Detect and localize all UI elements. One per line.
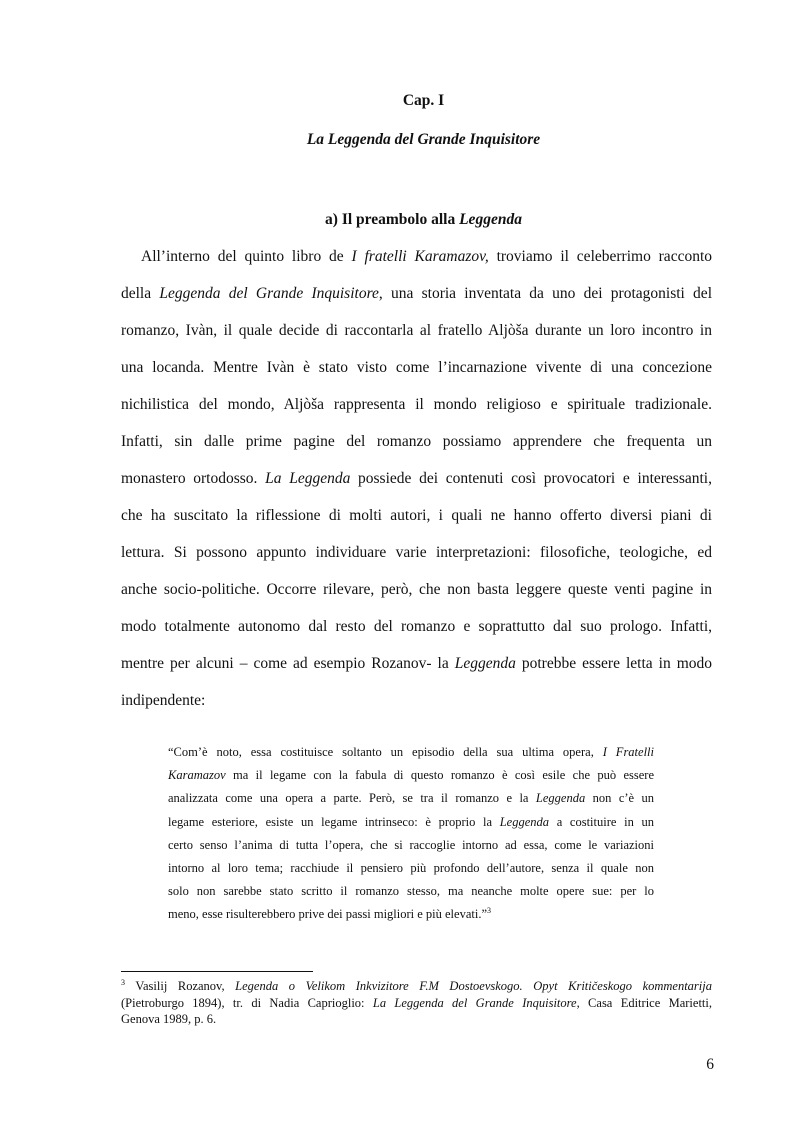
text-run: che ha suscitato la riflessione di molti autori, i quali ne hanno offerto diversi piani di [121, 507, 712, 524]
quote-line [168, 765, 654, 788]
text-run: a costituire in un [549, 814, 654, 829]
text-run: potrebbe essere letta in modo [515, 655, 712, 672]
footnote-line [121, 1011, 712, 1028]
paragraph-line [121, 612, 712, 649]
text-run: Infatti, sin dalle prime pagine del romanzo possiamo apprendere che frequenta un [121, 433, 712, 450]
text-run: romanzo, Ivàn, il quale decide di raccontarla al fratello Aljòša durante un loro incontro in [121, 322, 712, 339]
paragraph-line [121, 649, 712, 686]
italic-text: La Leggenda del Grande Inquisitore, [372, 995, 580, 1010]
section-heading-italic: Leggenda [459, 211, 522, 228]
footnote-line [121, 978, 712, 995]
quote-line [168, 742, 654, 765]
quote-line [168, 835, 654, 858]
text-run: analizzata come una opera a parte. Però, se tra il romanzo e la [168, 791, 536, 806]
paragraph-line [121, 427, 712, 464]
paragraph-line [121, 279, 712, 316]
text-run: Vasilij Rozanov, [125, 979, 236, 993]
body-paragraph [121, 242, 712, 723]
paragraph-line [121, 316, 712, 353]
italic-text: Leggenda [454, 655, 516, 672]
text-run: indipendente: [121, 692, 206, 709]
italic-text: La Leggenda [265, 470, 351, 487]
text-run: All’interno del quinto libro de [141, 248, 352, 265]
text-run: , una storia inventata da uno dei protagonisti del [378, 285, 712, 302]
text-run: mentre per alcuni – come ad esempio Rozanov- la [121, 655, 455, 672]
footnote-reference: 3 [487, 906, 492, 916]
text-run: ma il legame con la fabula di questo romanzo è così esile che può essere [225, 768, 654, 783]
quote-line [168, 904, 654, 927]
text-run: non c’è un [585, 791, 655, 806]
paragraph-line [121, 501, 712, 538]
text-run: (Pietroburgo 1894), tr. di Nadia Caprioglio: [121, 995, 373, 1010]
text-run: Casa Editrice Marietti, [579, 995, 712, 1010]
paragraph-line [121, 242, 712, 279]
quote-line [168, 881, 654, 904]
text-run: anche socio-politiche. Occorre rilevare, però, che non basta leggere queste venti pagine in [121, 581, 712, 598]
italic-text: Leggenda del Grande Inquisitore [159, 285, 379, 302]
footnote-separator [121, 971, 313, 972]
paragraph-line [121, 390, 712, 427]
quote-line [168, 858, 654, 881]
page-number: 6 [706, 1056, 714, 1073]
text-run: troviamo il celeberrimo racconto [488, 248, 713, 265]
text-run: certo senso l’anima di tutta l’opera, che si raccoglie intorno ad essa, come le variazioni [168, 837, 654, 852]
chapter-label: Cap. I [402, 92, 445, 109]
italic-text: Leggenda [499, 814, 550, 829]
italic-text: I Fratelli [602, 745, 654, 759]
text-run: intorno al loro tema; racchiude il pensiero più profondo dell’autore, senza il quale non [168, 860, 654, 875]
text-run: modo totalmente autonomo dal resto del romanzo e soprattutto dal suo prologo. Infatti, [121, 618, 712, 635]
chapter-title: La Leggenda del Grande Inquisitore [306, 131, 541, 148]
quote-line [168, 812, 654, 835]
italic-text: Leggenda [535, 791, 586, 806]
footnote-line [121, 995, 712, 1012]
text-run: possiede dei contenuti così provocatori e interessanti, [350, 470, 712, 487]
italic-text: Legenda o Velikom Inkvizitore F.M Dostoevskogo. Opyt Kritičeskogo kommentarija [235, 979, 712, 993]
text-run: solo non sarebbe stato scritto il romanzo stesso, ma neanche molte opere sue: per lo [168, 884, 654, 899]
text-run: nichilistica del mondo, Aljòša rappresenta il mondo religioso e spirituale tradizionale. [121, 396, 712, 413]
text-run: meno, esse risulterebbero prive dei passi migliori e più elevati.” [168, 907, 488, 922]
paragraph-line [121, 538, 712, 575]
paragraph-line [121, 575, 712, 612]
footnote [121, 978, 712, 1028]
block-quote [168, 742, 654, 928]
text-run: legame esteriore, esiste un legame intrinseco: è proprio la [168, 814, 500, 829]
paragraph-line [121, 464, 712, 501]
text-run: monastero ortodosso. [121, 470, 266, 487]
italic-text: I fratelli Karamazov, [351, 248, 489, 265]
paragraph-line [121, 353, 712, 390]
text-run: una locanda. Mentre Ivàn è stato visto come l’incarnazione vivente di una concezione [121, 359, 712, 376]
footnote-marker: 3 [121, 977, 125, 987]
text-run: lettura. Si possono appunto individuare varie interpretazioni: filosofiche, teologiche, ed [121, 544, 712, 561]
text-run: “Com’è noto, essa costituisce soltanto un episodio della sua ultima opera, [168, 745, 603, 759]
quote-line [168, 788, 654, 811]
italic-text: Karamazov [168, 768, 226, 783]
section-heading-prefix: a) Il preambolo alla [325, 211, 460, 228]
section-heading [0, 211, 793, 229]
text-run: Genova 1989, p. 6. [121, 1012, 217, 1026]
paragraph-line [121, 686, 712, 723]
text-run: della [121, 285, 160, 302]
